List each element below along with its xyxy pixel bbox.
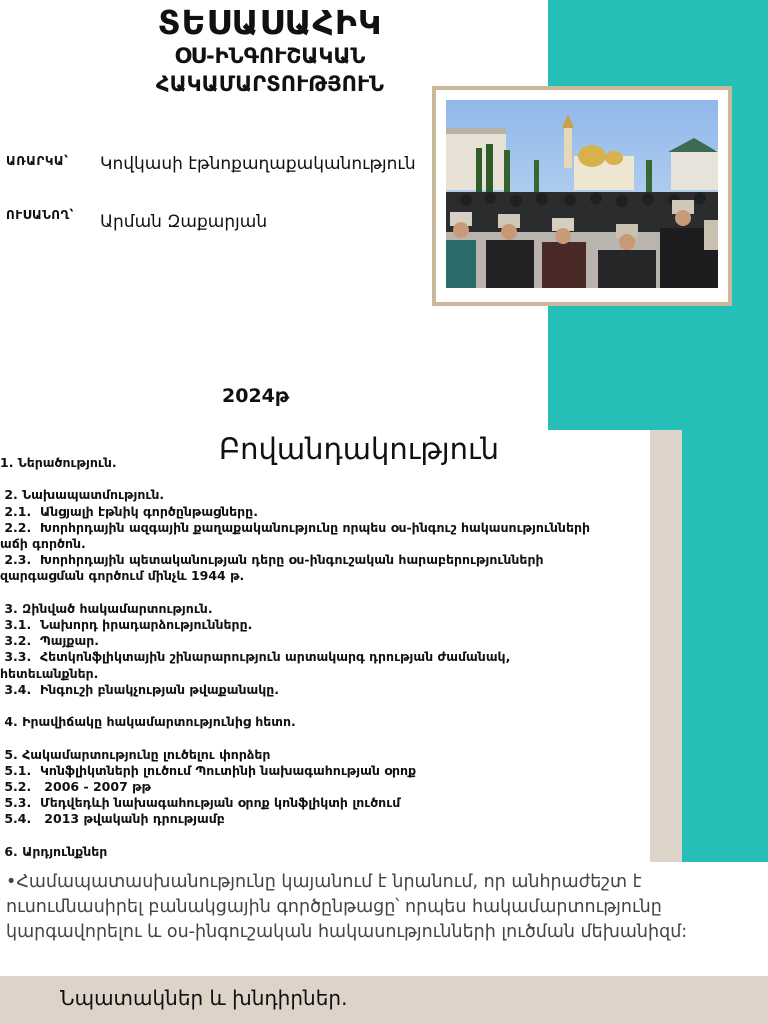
crowd-photo — [446, 100, 718, 288]
toc-line: 3.4. Ինգուշի բնակչության թվաքանակը. — [0, 681, 280, 697]
beige-accent-strip — [650, 430, 682, 862]
toc-line: 2.1. Անցյալի էթնիկ գործընթացները. — [0, 503, 258, 519]
toc-line: 5.2. 2006 - 2007 թթ — [0, 779, 152, 795]
toc-line: 3.2. Պայքար. — [0, 633, 99, 649]
subject-label: ԱՌԱՐԿԱ՝ — [6, 154, 69, 168]
goals-title: Նպատակներ և խնդիրներ. — [60, 986, 348, 1010]
toc-line: 5.1. Կոնֆլիկտների լուծում Պուտինի նախագահության օրոք — [0, 762, 417, 778]
toc-line — [0, 730, 640, 746]
goals-section — [0, 976, 768, 1024]
toc-line: 3.3. Հետկոնֆլիկտային շինարարություն արտակարգ դրության ժամանակ, — [0, 649, 511, 665]
toc-line: 2.2. Խորհրդային ազգային քաղաքականությունը որպես օս-ինգուշ հակասությունների — [0, 519, 591, 535]
toc-line: 2. Նախապատմություն. — [0, 487, 165, 503]
page-title: ՏԵՍԱՍԱՀԻԿ — [157, 3, 383, 42]
toc-line — [0, 828, 640, 844]
student-value: Արման Զաքարյան — [100, 212, 268, 232]
table-of-contents — [0, 455, 640, 860]
toc-line — [0, 585, 640, 601]
toc-line: 5. Հակամարտությունը լուծելու փորձեր — [0, 746, 271, 762]
year-label: 2024թ — [222, 385, 290, 407]
title-sub-line1: ՕՍ-ԻՆԳՈՒՇԱԿԱՆ — [174, 44, 366, 68]
teal-accent-strip — [682, 430, 768, 862]
toc-line — [0, 698, 640, 714]
title-sub-line2: ՀԱԿԱՄԱՐՏՈՒԹՅՈՒՆ — [155, 72, 385, 96]
toc-line: 6. Արդյունքներ — [0, 843, 108, 859]
toc-line: հետեւանքներ. — [0, 665, 99, 681]
toc-line: 3. Զինված հակամարտություն. — [0, 600, 213, 616]
toc-line: 3.1. Նախորդ իրադարձությունները. — [0, 617, 253, 633]
toc-line: 4. Իրավիճակը հակամարտությունից հետո. — [0, 714, 296, 730]
toc-line: 5.3. Մեդվեդևի նախագահության օրոք կոնֆլիկտի լուծում — [0, 795, 401, 811]
subject-value: Կովկասի էթնոքաղաքականություն — [100, 154, 416, 174]
title-block — [60, 4, 480, 98]
toc-line: 5.4. 2013 թվականի դրությամբ — [0, 811, 225, 827]
toc-title: Բովանդակություն — [218, 432, 500, 466]
toc-line — [0, 471, 640, 487]
toc-line: աճի գործոն. — [0, 536, 86, 552]
photo-frame — [432, 86, 732, 306]
toc-line: 2.3. Խորհրդային պետականության դերը օս-ինգուշական հարաբերությունների — [0, 552, 544, 568]
toc-line: 1. Ներածություն. — [0, 455, 117, 470]
toc-line: զարգացման գործում մինչև 1944 թ. — [0, 568, 245, 584]
relevance-paragraph: •Համապատասխանությունը կայանում է նրանում, որ անհրաժեշտ է ուսումնասիրել բանակցային գործընթացը՝ որպես հակամարտությունը կարգավորելու և օս-ինգուշական հակասությունների լուծման մեխանիզմ: — [6, 872, 688, 942]
student-label: ՈՒՍԱՆՈՂ՝ — [6, 208, 74, 222]
